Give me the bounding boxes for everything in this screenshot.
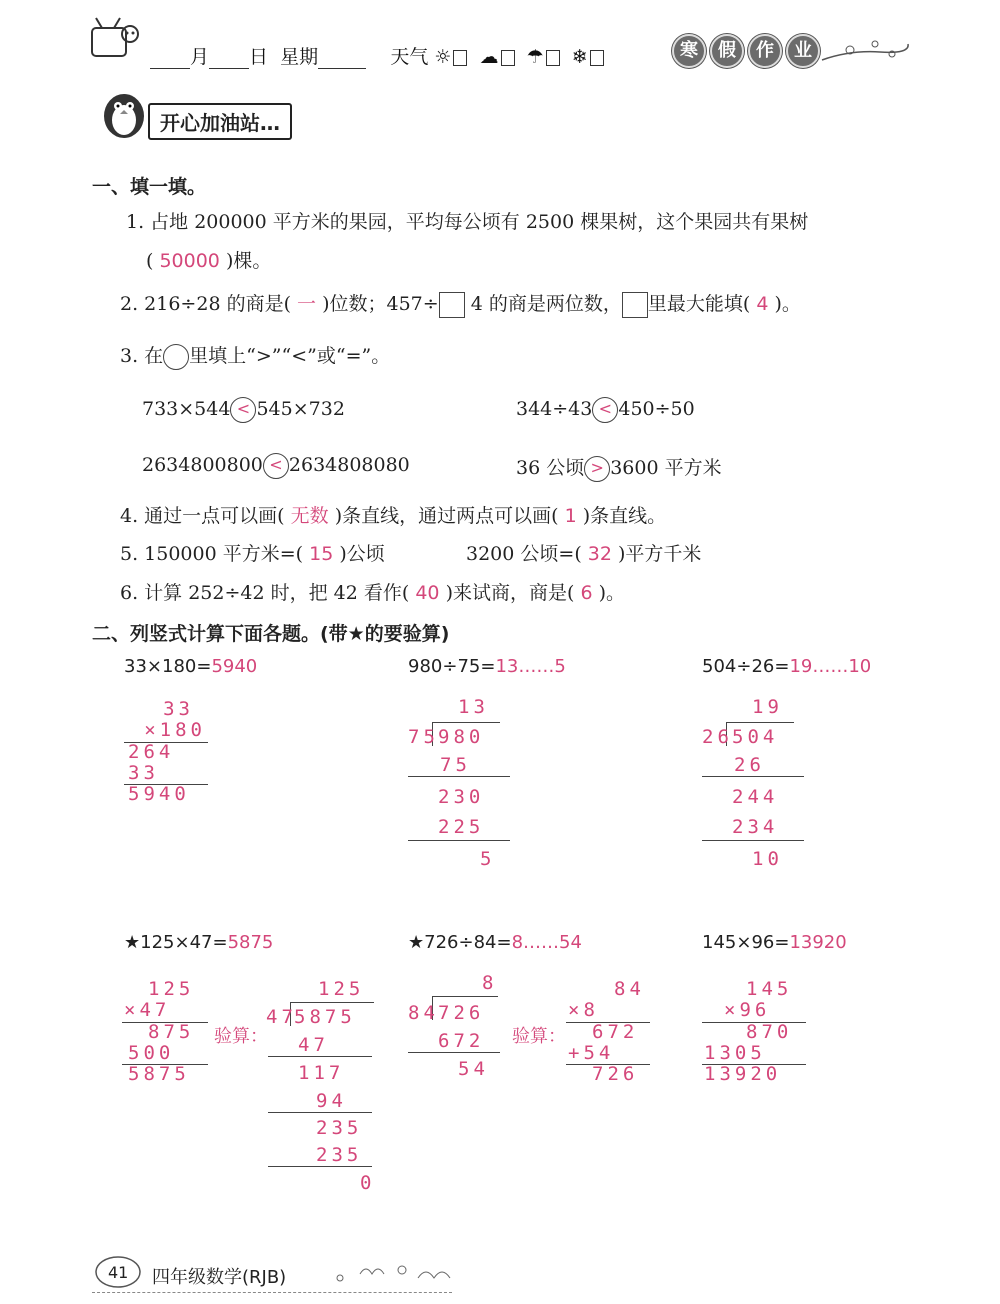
work-digit: 125 bbox=[318, 978, 365, 1000]
verify-label: 验算： bbox=[214, 1026, 268, 1047]
problem-answer[interactable]: 13920 bbox=[789, 932, 847, 953]
work-line bbox=[268, 1166, 372, 1167]
flower-decoration-icon bbox=[330, 1258, 460, 1290]
work-line bbox=[408, 840, 510, 841]
answer-blank[interactable]: 一 bbox=[297, 293, 317, 315]
work-digit: 75 bbox=[408, 726, 439, 748]
question-5 bbox=[120, 539, 385, 566]
work-digit: 47 bbox=[266, 1006, 297, 1028]
work-digit: 8 bbox=[482, 972, 498, 994]
problem-expression bbox=[408, 656, 566, 677]
cloud-icon: ☁ bbox=[479, 46, 499, 68]
work-digit: 504 bbox=[732, 726, 779, 748]
work-digit: 672 bbox=[438, 1030, 485, 1052]
q2-part1: 2. 216÷28 的商是( bbox=[120, 293, 291, 315]
expr-text: ★726÷84= bbox=[408, 932, 512, 953]
month-label: 月 bbox=[190, 46, 210, 68]
q5-part4: )平方千米 bbox=[618, 543, 702, 565]
question-5b bbox=[466, 539, 701, 566]
work-digit: 13920 bbox=[704, 1063, 782, 1085]
work-line bbox=[408, 1052, 500, 1053]
work-digit: 1305 bbox=[704, 1042, 766, 1064]
work-line bbox=[702, 776, 804, 777]
work-line bbox=[268, 1056, 372, 1057]
q5-part2: )公顷 bbox=[339, 543, 385, 565]
badge-char: 寒 bbox=[672, 34, 706, 68]
work-digit: 500 bbox=[128, 1042, 175, 1064]
digit-box[interactable] bbox=[622, 292, 648, 318]
compare-circle[interactable]: > bbox=[584, 456, 610, 482]
mascot-tv-icon bbox=[88, 14, 140, 64]
compare-item bbox=[142, 397, 345, 423]
snow-icon: ❄ bbox=[571, 46, 588, 68]
work-digit: 875 bbox=[148, 1021, 195, 1043]
weather-box-rain[interactable] bbox=[546, 50, 560, 66]
problem-expression bbox=[408, 932, 582, 953]
weather-box-cloudy[interactable] bbox=[501, 50, 515, 66]
work-digit: 33 bbox=[128, 762, 159, 784]
footer-rule bbox=[92, 1292, 452, 1293]
work-digit: 225 bbox=[438, 816, 485, 838]
work-line bbox=[726, 722, 794, 723]
compare-right: 2634808080 bbox=[288, 454, 410, 476]
digit-box[interactable] bbox=[439, 292, 465, 318]
q6-part3: )。 bbox=[598, 582, 625, 604]
work-digit: 5875 bbox=[294, 1006, 356, 1028]
section1-title: 一、填一填。 bbox=[92, 176, 207, 198]
compare-item bbox=[142, 453, 410, 479]
compare-left: 36 公顷 bbox=[516, 457, 585, 479]
expr-text: 980÷75= bbox=[408, 656, 496, 677]
day-label: 日 bbox=[249, 46, 269, 68]
work-line bbox=[432, 996, 498, 997]
work-digit: 54 bbox=[458, 1058, 489, 1080]
problem-answer[interactable]: 8……54 bbox=[511, 932, 582, 953]
answer-blank[interactable]: 40 bbox=[415, 582, 440, 604]
problem-answer[interactable]: 5875 bbox=[227, 932, 274, 953]
compare-circle[interactable]: < bbox=[230, 397, 256, 423]
work-digit: 244 bbox=[732, 786, 779, 808]
compare-right: 450÷50 bbox=[618, 398, 695, 420]
q6-part2: )来试商，商是( bbox=[445, 582, 575, 604]
expr-text: 504÷26= bbox=[702, 656, 790, 677]
page-number: 41 bbox=[108, 1263, 129, 1282]
compare-right: 545×732 bbox=[256, 398, 345, 420]
work-digit: 5 bbox=[480, 848, 496, 870]
work-digit: 5940 bbox=[128, 783, 190, 805]
work-digit: 235 bbox=[316, 1144, 363, 1166]
work-digit: 117 bbox=[298, 1062, 345, 1084]
work-digit: 726 bbox=[438, 1002, 485, 1024]
work-line bbox=[702, 840, 804, 841]
badge-char: 作 bbox=[748, 34, 782, 68]
q5-part1: 5. 150000 平方米=( bbox=[120, 543, 304, 565]
work-digit: 235 bbox=[316, 1117, 363, 1139]
branch-decoration-icon bbox=[820, 30, 910, 70]
work-digit: 47 bbox=[298, 1034, 329, 1056]
compare-left: 2634800800 bbox=[142, 454, 263, 476]
compare-right: 3600 平方米 bbox=[610, 457, 722, 479]
question-2 bbox=[120, 289, 801, 318]
work-digit: 672 bbox=[592, 1021, 639, 1043]
work-digit: 33 bbox=[163, 698, 194, 720]
compare-left: 344÷43 bbox=[516, 398, 593, 420]
work-digit: 94 bbox=[316, 1090, 347, 1112]
work-digit: +54 bbox=[568, 1042, 615, 1064]
work-line bbox=[268, 1112, 372, 1113]
winter-homework-badge bbox=[672, 34, 824, 68]
question-1-suffix: )棵。 bbox=[225, 250, 272, 272]
q2-part5: )。 bbox=[774, 293, 801, 315]
work-line bbox=[408, 776, 510, 777]
weekday-label: 星期 bbox=[280, 46, 319, 68]
work-digit: 870 bbox=[746, 1021, 793, 1043]
problem-answer[interactable]: 19……10 bbox=[789, 656, 872, 677]
q6-part1: 6. 计算 252÷42 时，把 42 看作( bbox=[120, 582, 410, 604]
answer-blank[interactable]: 4 bbox=[756, 293, 769, 315]
work-digit: 19 bbox=[752, 696, 783, 718]
question-4 bbox=[120, 501, 666, 528]
compare-item bbox=[516, 453, 722, 482]
compare-circle[interactable]: < bbox=[592, 397, 618, 423]
rain-icon: ☂ bbox=[526, 46, 544, 68]
work-digit: 234 bbox=[732, 816, 779, 838]
q2-part2: )位数；457÷ bbox=[322, 293, 439, 315]
work-digit: 230 bbox=[438, 786, 485, 808]
work-digit: 84 bbox=[614, 978, 645, 1000]
compare-item bbox=[516, 397, 695, 423]
work-digit: 75 bbox=[440, 754, 471, 776]
weather-label: 天气 bbox=[390, 46, 429, 68]
compare-circle bbox=[163, 344, 189, 370]
q3-text2: 里填上“>”“<”或“=”。 bbox=[189, 345, 391, 367]
q2-part3: 4 的商是两位数， bbox=[470, 293, 622, 315]
date-line bbox=[150, 42, 604, 69]
answer-blank[interactable]: 50000 bbox=[159, 250, 220, 272]
badge-char: 业 bbox=[786, 34, 820, 68]
work-line bbox=[432, 722, 500, 723]
work-digit: ×96 bbox=[724, 999, 771, 1021]
q3-text: 3. 在 bbox=[120, 345, 164, 367]
q4-part3: )条直线。 bbox=[582, 505, 667, 527]
sun-icon: ☼ bbox=[434, 46, 452, 68]
section-banner: 开心加油站… bbox=[148, 103, 292, 140]
problem-expression bbox=[124, 932, 273, 953]
question-1-answer-line: ( 50000 )棵。 bbox=[146, 250, 272, 272]
work-digit: 145 bbox=[746, 978, 793, 1000]
problem-expression bbox=[702, 932, 847, 953]
work-digit: 5875 bbox=[128, 1063, 190, 1085]
penguin-mascot-icon bbox=[96, 80, 152, 142]
work-digit: ×8 bbox=[568, 999, 599, 1021]
work-digit: 26 bbox=[734, 754, 765, 776]
problem-answer[interactable]: 5940 bbox=[211, 656, 258, 677]
work-digit: 13 bbox=[458, 696, 489, 718]
answer-blank[interactable]: 6 bbox=[580, 582, 593, 604]
work-digit: 10 bbox=[752, 848, 783, 870]
answer-blank[interactable]: 无数 bbox=[290, 505, 329, 527]
answer-blank[interactable]: 1 bbox=[564, 505, 577, 527]
problem-answer[interactable]: 13……5 bbox=[495, 656, 566, 677]
question-6 bbox=[120, 578, 625, 605]
badge-char: 假 bbox=[710, 34, 744, 68]
expr-text: ★125×47= bbox=[124, 932, 228, 953]
work-digit: ×180 bbox=[144, 719, 206, 741]
verify-label: 验算： bbox=[512, 1026, 566, 1047]
expr-text: 33×180= bbox=[124, 656, 212, 677]
weather-box-snow[interactable] bbox=[590, 50, 604, 66]
problem-expression bbox=[702, 656, 871, 677]
question-1 bbox=[126, 207, 808, 234]
expr-text: 145×96= bbox=[702, 932, 790, 953]
question-1-text: 1. 占地 200000 平方米的果园，平均每公顷有 2500 棵果树，这个果园共有果树 bbox=[126, 211, 809, 233]
weather-box-sunny[interactable] bbox=[453, 50, 467, 66]
work-digit: 0 bbox=[360, 1172, 376, 1194]
work-digit: 26 bbox=[702, 726, 733, 748]
footer-label: 四年级数学(RJB) bbox=[152, 1267, 287, 1288]
work-digit: 84 bbox=[408, 1002, 439, 1024]
problem-expression bbox=[124, 656, 257, 677]
answer-blank[interactable]: 15 bbox=[309, 543, 334, 565]
q4-part2: )条直线，通过两点可以画( bbox=[334, 505, 559, 527]
work-digit: 264 bbox=[128, 741, 175, 763]
compare-circle[interactable]: < bbox=[263, 453, 289, 479]
work-digit: 726 bbox=[592, 1063, 639, 1085]
work-line bbox=[290, 1002, 374, 1003]
compare-left: 733×544 bbox=[142, 398, 231, 420]
work-digit: ×47 bbox=[124, 999, 171, 1021]
q5-part3: 3200 公顷=( bbox=[466, 543, 582, 565]
question-3 bbox=[120, 341, 390, 370]
work-digit: 125 bbox=[148, 978, 195, 1000]
answer-blank[interactable]: 32 bbox=[587, 543, 612, 565]
work-digit: 980 bbox=[438, 726, 485, 748]
section2-title: 二、列竖式计算下面各题。(带★的要验算) bbox=[92, 623, 450, 645]
q2-part4: 里最大能填( bbox=[647, 293, 751, 315]
q4-part1: 4. 通过一点可以画( bbox=[120, 505, 285, 527]
